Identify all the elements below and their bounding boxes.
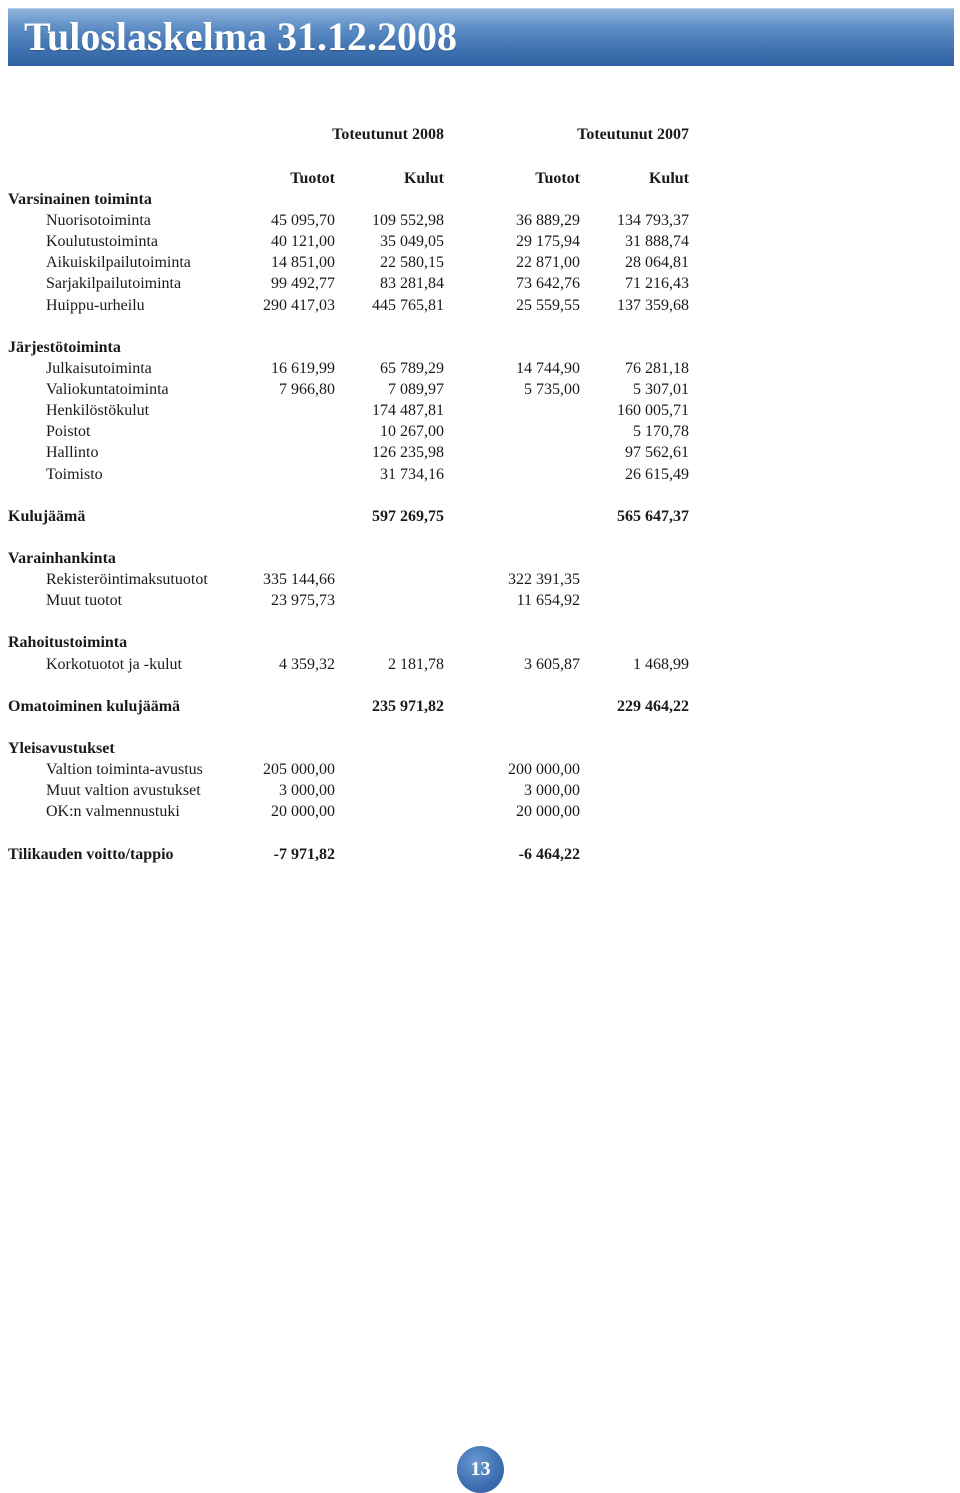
section-heading: Rahoitustoiminta [8, 634, 128, 651]
cell-tuotot-2007: 5 735,00 [524, 381, 580, 398]
cell-tuotot-2007: 36 889,29 [516, 212, 580, 229]
table-row [0, 358, 960, 379]
total-kulut-2007: 565 647,37 [617, 508, 689, 525]
cell-kulut-2008: 31 734,16 [380, 466, 444, 483]
cell-tuotot-2007: 3 000,00 [524, 782, 580, 799]
section-heading: Varsinainen toiminta [8, 191, 152, 208]
row-label: Valiokuntatoiminta [46, 381, 169, 398]
cell-kulut-2008: 35 049,05 [380, 233, 444, 250]
cell-tuotot-2008: 20 000,00 [271, 803, 335, 820]
cell-tuotot-2008: 16 619,99 [271, 360, 335, 377]
table-row [0, 231, 960, 252]
row-label: Sarjakilpailutoiminta [46, 275, 182, 292]
cell-kulut-2007: 97 562,61 [625, 444, 689, 461]
cell-tuotot-2007: 29 175,94 [516, 233, 580, 250]
group-header-2008: Toteutunut 2008 [332, 126, 444, 143]
cell-tuotot-2007: 14 744,90 [516, 360, 580, 377]
cell-kulut-2007: 5 307,01 [633, 381, 689, 398]
total-row [0, 506, 960, 527]
table-row [0, 464, 960, 485]
table-row [0, 210, 960, 231]
total-row [0, 696, 960, 717]
table-row [0, 252, 960, 273]
total-row [0, 844, 960, 865]
section-heading-row [0, 738, 960, 759]
cell-tuotot-2008: 45 095,70 [271, 212, 335, 229]
cell-tuotot-2008: 14 851,00 [271, 254, 335, 271]
row-label: Poistot [46, 423, 91, 440]
cell-tuotot-2007: 200 000,00 [508, 761, 580, 778]
row-label: Korkotuotot ja -kulut [46, 656, 182, 673]
section-heading: Järjestötoiminta [8, 339, 121, 356]
cell-kulut-2007: 160 005,71 [617, 402, 689, 419]
row-label: OK:n valmennustuki [46, 803, 180, 820]
cell-tuotot-2008: 3 000,00 [279, 782, 335, 799]
table-row [0, 590, 960, 611]
table-row [0, 400, 960, 421]
col-header-kulut-2007: Kulut [648, 170, 689, 187]
cell-kulut-2007: 134 793,37 [617, 212, 689, 229]
cell-kulut-2008: 10 267,00 [380, 423, 444, 440]
cell-kulut-2008: 445 765,81 [372, 297, 444, 314]
row-label: Julkaisutoiminta [46, 360, 152, 377]
row-label: Koulutustoiminta [46, 233, 158, 250]
table-row [0, 421, 960, 442]
row-label: Muut valtion avustukset [46, 782, 201, 799]
cell-tuotot-2007: 3 605,87 [524, 656, 580, 673]
row-label: Toimisto [46, 466, 103, 483]
total-label: Kulujäämä [8, 508, 86, 525]
table-row [0, 295, 960, 316]
group-header-2007: Toteutunut 2007 [577, 126, 689, 143]
section-heading-row [0, 189, 960, 210]
row-label: Huippu-urheilu [46, 297, 145, 314]
cell-tuotot-2007: 73 642,76 [516, 275, 580, 292]
section-heading: Varainhankinta [8, 550, 116, 567]
table-row [0, 442, 960, 463]
total-kulut-2007: 229 464,22 [617, 698, 689, 715]
cell-kulut-2007: 31 888,74 [625, 233, 689, 250]
section-heading-row [0, 632, 960, 653]
column-header-row [0, 168, 960, 189]
section-heading-row [0, 337, 960, 358]
cell-tuotot-2008: 7 966,80 [279, 381, 335, 398]
cell-kulut-2008: 126 235,98 [372, 444, 444, 461]
cell-kulut-2007: 5 170,78 [633, 423, 689, 440]
table-row [0, 759, 960, 780]
table-row [0, 654, 960, 675]
cell-kulut-2008: 109 552,98 [372, 212, 444, 229]
cell-kulut-2007: 76 281,18 [625, 360, 689, 377]
cell-kulut-2007: 71 216,43 [625, 275, 689, 292]
row-label: Muut tuotot [46, 592, 123, 609]
cell-kulut-2007: 28 064,81 [625, 254, 689, 271]
table-row [0, 379, 960, 400]
title-bar [8, 8, 954, 66]
total-label: Tilikauden voitto/tappio [8, 846, 174, 863]
cell-kulut-2007: 26 615,49 [625, 466, 689, 483]
cell-kulut-2008: 2 181,78 [388, 656, 444, 673]
total-tuotot-2008: -7 971,82 [273, 846, 335, 863]
col-header-tuotot-2008: Tuotot [290, 170, 335, 187]
cell-tuotot-2008: 205 000,00 [263, 761, 335, 778]
table-row [0, 273, 960, 294]
total-kulut-2008: 235 971,82 [372, 698, 444, 715]
cell-kulut-2008: 7 089,97 [388, 381, 444, 398]
page-title: Tuloslaskelma 31.12.2008 [24, 14, 458, 59]
cell-kulut-2008: 83 281,84 [380, 275, 444, 292]
page-number-badge: 13 [457, 1446, 504, 1493]
cell-tuotot-2008: 4 359,32 [279, 656, 335, 673]
row-label: Henkilöstökulut [46, 402, 150, 419]
cell-kulut-2007: 137 359,68 [617, 297, 689, 314]
cell-kulut-2007: 1 468,99 [633, 656, 689, 673]
cell-tuotot-2007: 322 391,35 [508, 571, 580, 588]
total-kulut-2008: 597 269,75 [372, 508, 444, 525]
cell-kulut-2008: 22 580,15 [380, 254, 444, 271]
cell-kulut-2008: 174 487,81 [372, 402, 444, 419]
row-label: Valtion toiminta-avustus [46, 761, 203, 778]
cell-tuotot-2008: 23 975,73 [271, 592, 335, 609]
total-label: Omatoiminen kulujäämä [8, 698, 181, 715]
col-header-tuotot-2007: Tuotot [535, 170, 580, 187]
section-heading-row [0, 548, 960, 569]
cell-tuotot-2008: 290 417,03 [263, 297, 335, 314]
row-label: Hallinto [46, 444, 99, 461]
col-header-kulut-2008: Kulut [403, 170, 444, 187]
cell-tuotot-2007: 25 559,55 [516, 297, 580, 314]
table-row [0, 569, 960, 590]
row-label: Rekisteröintimaksutuotot [46, 571, 208, 588]
table-row [0, 780, 960, 801]
cell-tuotot-2008: 40 121,00 [271, 233, 335, 250]
row-label: Aikuiskilpailutoiminta [46, 254, 191, 271]
table-row [0, 801, 960, 822]
cell-tuotot-2007: 20 000,00 [516, 803, 580, 820]
cell-kulut-2008: 65 789,29 [380, 360, 444, 377]
total-tuotot-2007: -6 464,22 [518, 846, 580, 863]
row-label: Nuorisotoiminta [46, 212, 151, 229]
cell-tuotot-2008: 335 144,66 [263, 571, 335, 588]
cell-tuotot-2008: 99 492,77 [271, 275, 335, 292]
section-heading: Yleisavustukset [8, 740, 115, 757]
cell-tuotot-2007: 22 871,00 [516, 254, 580, 271]
cell-tuotot-2007: 11 654,92 [516, 592, 580, 609]
